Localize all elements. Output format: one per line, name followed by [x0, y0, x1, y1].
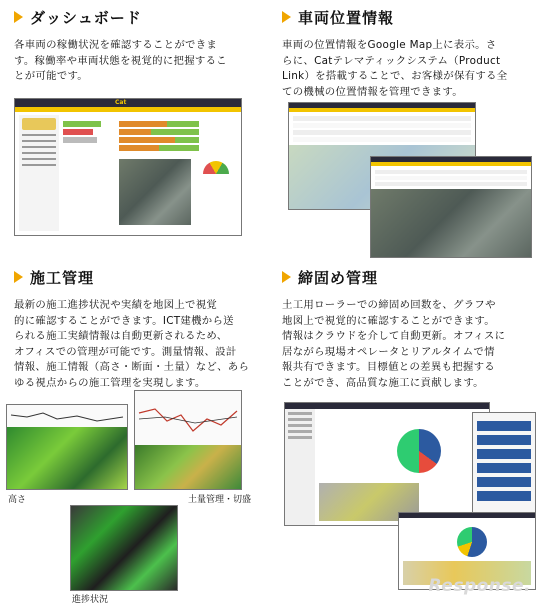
- body-line: られる施工実績情報は自動更新されるため、: [14, 330, 228, 343]
- pie-chart-small: [457, 527, 487, 557]
- section-body: [14, 298, 270, 392]
- body-line: 各車両の稼働状況を確認することができま: [14, 39, 218, 51]
- progress-map: [71, 506, 177, 590]
- screenshot-titlebar: [15, 99, 241, 107]
- body-line: 地図上で視覚的に確認することができます。: [282, 314, 495, 327]
- body-line: ての機械の位置情報を管理できます。: [282, 85, 463, 98]
- section-header: [282, 266, 538, 288]
- section-title: ダッシュボード: [30, 8, 142, 27]
- body-line: 情報、施工情報（高さ・断面・土量）など、あら: [14, 361, 250, 374]
- section-title: 施工管理: [30, 268, 95, 287]
- cat-logo: Cat: [115, 99, 127, 106]
- body-line: ことができ、高品質な施工に貢献します。: [282, 376, 484, 389]
- gauge-icon: [203, 161, 229, 174]
- section-vehicle-location: [282, 6, 538, 100]
- section-body: [282, 38, 538, 100]
- body-line: 最新の施工進捗状況や実績を地図上で視覚: [14, 299, 218, 311]
- screenshot-sidebar: [19, 115, 59, 231]
- section-title: 車両位置情報: [298, 8, 395, 27]
- screenshot-navbar: [15, 107, 241, 112]
- arrow-icon: [14, 11, 23, 23]
- body-line: Link）を搭載することで、お客様が保有する全: [282, 70, 508, 83]
- section-header: [14, 6, 254, 28]
- arrow-icon: [14, 271, 23, 283]
- section-body: [14, 38, 254, 85]
- machine-thumbnail: [22, 118, 56, 130]
- body-line: 的に確認することができます。ICT建機から送: [14, 314, 234, 327]
- section-body: [282, 298, 538, 392]
- compaction-screenshot-back: [284, 402, 490, 526]
- body-line: 情報はクラウドを介して自動更新。オフィスに: [282, 330, 506, 343]
- earthwork-map: [135, 445, 241, 489]
- section-title: 締固め管理: [298, 268, 379, 287]
- body-line: オフィスでの管理が可能です。測量情報、設計: [14, 345, 237, 358]
- earthwork-screenshot: [134, 390, 242, 490]
- section-header: [282, 6, 538, 28]
- arrow-icon: [282, 271, 291, 283]
- caption-earthwork: 土量管理・切盛: [188, 495, 252, 505]
- dashboard-screenshot: [14, 98, 242, 236]
- height-screenshot: [6, 404, 128, 490]
- body-line: 居ながら現場オペレータとリアルタイムで情: [282, 345, 495, 358]
- watermark-logo: Response.: [428, 576, 531, 596]
- section-compaction: [282, 266, 538, 392]
- body-line: 報共有できます。目標値との差異も把握する: [282, 361, 495, 374]
- dashboard-map: [119, 159, 191, 225]
- arrow-icon: [282, 11, 291, 23]
- caption-height: 高さ: [8, 495, 27, 505]
- body-line: ゆる視点からの施工管理を実現します。: [14, 376, 206, 389]
- satellite-map: [371, 189, 531, 257]
- progress-screenshot: [70, 505, 178, 591]
- body-line: す。稼働率や車両状態を視覚的に把握するこ: [14, 54, 227, 67]
- body-line: 土工用ローラーでの締固め回数を、グラフや: [282, 299, 496, 311]
- section-construction: [14, 266, 270, 392]
- caption-progress: 進捗状況: [72, 595, 109, 605]
- height-map: [7, 427, 127, 489]
- pie-chart: [397, 429, 441, 473]
- section-header: [14, 266, 270, 288]
- body-line: らに、Catテレマティックシステム（Product: [282, 54, 501, 67]
- section-dashboard: [14, 6, 254, 85]
- compaction-screenshot-right: [472, 412, 536, 526]
- location-screenshot-front: [370, 156, 532, 258]
- body-line: とが可能です。: [14, 70, 89, 83]
- body-line: 車両の位置情報をGoogle Map上に表示。さ: [282, 39, 497, 51]
